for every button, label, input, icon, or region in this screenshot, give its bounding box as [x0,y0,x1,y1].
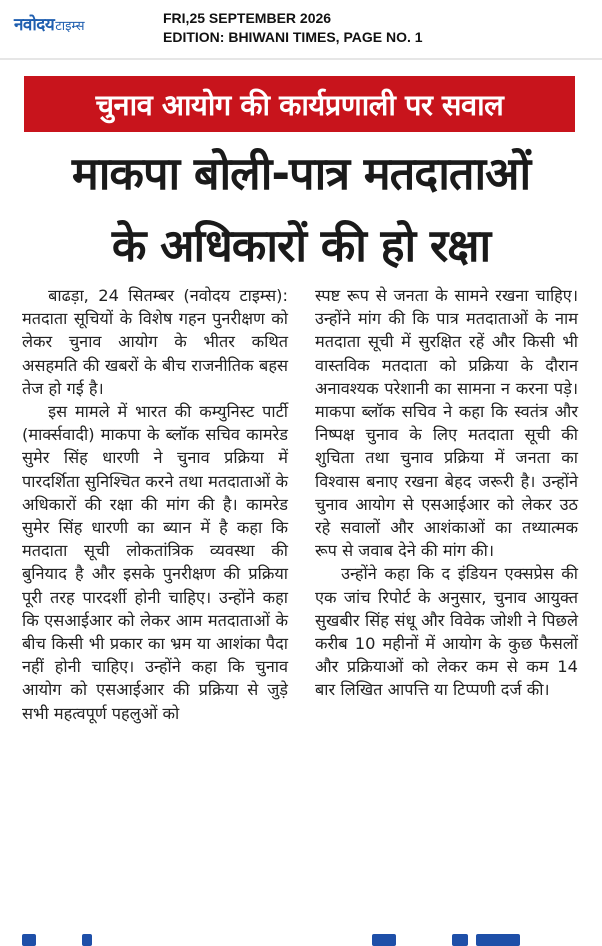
paragraph: बाढड़ा, 24 सितम्बर (नवोदय टाइम्स): मतदाता सूचियों के विशेष गहन पुनरीक्षण को लेकर चुनाव आयोग के भीतर कथित असहमति की खबरों के बीच राजनीतिक बहस तेज हो गई है। [22,286,288,398]
paragraph: उन्होंने कहा कि द इंडियन एक्सप्रेस की एक जांच रिपोर्ट के अनुसार, चुनाव आयुक्त सुखबीर सिंह संधू और विवेक जोशी ने पिछले करीब 10 महीनों में आयोग के कुछ फैसलों और प्रक्रियाओं को लेकर कम से कम 14 बार लिखित आपत्ति या टिप्पणी दर्ज की। [315,564,578,700]
headline-line-1: माकपा बोली-पात्र मतदाताओं [71,147,531,200]
kicker-banner [24,76,575,132]
masthead [0,0,602,58]
next-article-edge [0,928,602,946]
article-column-left [22,284,288,725]
headline [0,138,602,282]
header-divider [0,58,602,60]
kicker-text: चुनाव आयोग की कार्यप्रणाली पर सवाल [95,87,504,122]
date-line: FRI,25 SEPTEMBER 2026 [163,10,332,26]
logo-sub-text: टाइम्स [55,19,85,34]
edition-line: EDITION: BHIWANI TIMES, PAGE NO. 1 [163,29,423,45]
paragraph: इस मामले में भारत की कम्युनिस्ट पार्टी (मार्क्सवादी) माकपा के ब्लॉक सचिव कामरेड सुमेर सिंह धारणी ने चुनाव प्रक्रिया में पारदर्शिता सुनिश्चित करने तथा मतदाताओं के अधिकारों की रक्षा की मांग की है। कामरेड सुमेर सिंह धारणी का ब्यान में है कहा कि मतदाता सूची लोकतांत्रिक व्यवस्था की बुनियाद है और इसके पुनरीक्षण की प्रक्रिया पूरी तरह पारदर्शी होनी चाहिए। उन्होंने कहा कि एसआईआर को लेकर आम मतदाताओं के बीच किसी भी प्रकार का भ्रम या आशंका पैदा नहीं होनी चाहिए। उन्होंने कहा कि चुनाव आयोग को एसआईआर की प्रक्रिया से जुड़े सभी महत्वपूर्ण पहलुओं को [22,402,288,723]
logo-main-text: नवोदय [14,15,55,35]
article-column-right [315,284,578,702]
newspaper-logo [14,12,85,35]
edition-meta [163,9,423,47]
paragraph: स्पष्ट रूप से जनता के सामने रखना चाहिए। उन्होंने मांग की कि पात्र मतदाताओं के नाम मतदाता सूची में सुरक्षित रहें और किसी भी वास्तविक मतदाता को प्रक्रिया के दौरान अनावश्यक परेशानी का सामना न करना पड़े। माकपा ब्लॉक सचिव ने कहा कि स्वतंत्र और निष्पक्ष चुनाव के लिए मतदाता सूची की शुचिता तथा चुनाव प्रक्रिया में जनता का विश्वास बनाए रखना बेहद जरूरी है। उन्होंने चुनाव आयोग से एसआईआर को लेकर उठ रहे सवालों और आशंकाओं का तथ्यात्मक रूप से जवाब देने की मांग की। [315,286,578,561]
headline-line-2: के अधिकारों की हो रक्षा [111,219,491,272]
